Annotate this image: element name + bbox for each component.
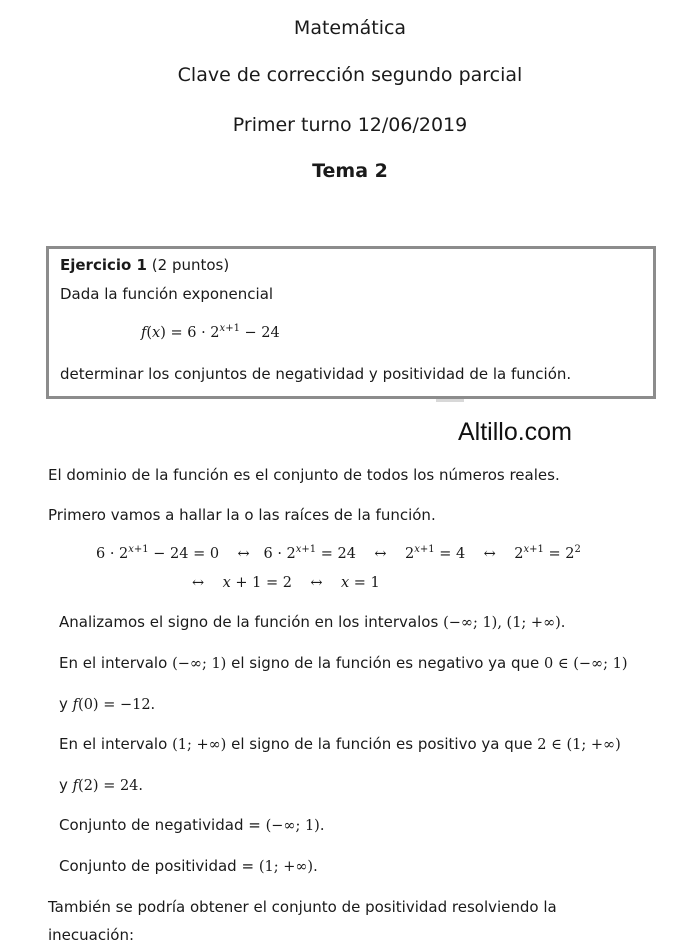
roots-intro: Primero vamos a hallar la o las raíces de la función. xyxy=(48,506,436,524)
sign-analysis-intervals: (−∞; 1), (1; +∞). xyxy=(443,615,566,631)
exercise-intro: Dada la función exponencial xyxy=(60,285,274,303)
exercise-task: determinar los conjuntos de negatividad y positividad de la función. xyxy=(60,365,572,383)
sign-analysis-text: Analizamos el signo de la función en los intervalos xyxy=(59,613,439,631)
positive-interval-text-a: En el intervalo xyxy=(59,735,168,753)
negativity-set-line xyxy=(59,816,324,834)
exercise-formula: $f(x) = 6 \cdot 2^{x+1} - 24$ xyxy=(141,323,280,341)
negative-interval-math-b: 0 ∈ (−∞; 1) xyxy=(544,656,628,672)
positivity-set-line xyxy=(59,857,318,875)
positive-value-math: f(2) = 24. xyxy=(72,778,144,794)
closing-line-2: inecuación: xyxy=(48,926,135,944)
negativity-set-math: (−∞; 1). xyxy=(265,818,325,834)
watermark-text: Altillo.com xyxy=(458,418,572,446)
negative-interval-line xyxy=(59,654,628,672)
positive-value-line xyxy=(59,776,143,794)
exam-subtitle: Clave de corrección segundo parcial xyxy=(177,64,523,86)
negative-interval-math-a: (−∞; 1) xyxy=(172,656,227,672)
positive-value-y: y xyxy=(59,776,68,794)
subject-title: Matemática xyxy=(293,17,407,39)
positive-interval-math-a: (1; +∞) xyxy=(172,737,227,753)
positivity-set-math: (1; +∞). xyxy=(258,859,318,875)
negative-interval-text-b: el signo de la función es negativo ya que xyxy=(231,654,540,672)
closing-line-1: También se podría obtener el conjunto de positividad resolviendo la xyxy=(48,898,557,916)
exam-theme: Tema 2 xyxy=(312,160,388,182)
negative-value-y: y xyxy=(59,695,68,713)
exercise-title: Ejercicio 1 xyxy=(60,256,147,274)
positive-interval-math-b: 2 ∈ (1; +∞) xyxy=(537,737,621,753)
domain-statement: El dominio de la función es el conjunto de todos los números reales. xyxy=(48,466,560,484)
negative-value-math: f(0) = −12. xyxy=(72,697,156,713)
equation-line-2: ↔ x + 1 = 2 ↔ x = 1 xyxy=(192,575,380,591)
exam-date-line: Primer turno 12/06/2019 xyxy=(232,114,468,136)
exercise-points: (2 puntos) xyxy=(151,256,230,274)
negative-value-line xyxy=(59,695,155,713)
exercise-heading xyxy=(60,256,229,274)
positive-interval-text-b: el signo de la función es positivo ya que xyxy=(231,735,533,753)
sign-analysis xyxy=(59,613,565,631)
positivity-set-label: Conjunto de positividad = xyxy=(59,857,255,875)
watermark-smudge xyxy=(436,399,464,402)
negativity-set-label: Conjunto de negatividad = xyxy=(59,816,261,834)
equation-line-1: $6 \cdot 2^{x+1} - 24 = 0$ ↔ $6 \cdot 2^{x+1} = 24$ ↔ $2^{x+1} = 4$ ↔ $2^{x+1} = 2^2$ xyxy=(96,544,581,562)
negative-interval-text-a: En el intervalo xyxy=(59,654,168,672)
positive-interval-line xyxy=(59,735,621,753)
